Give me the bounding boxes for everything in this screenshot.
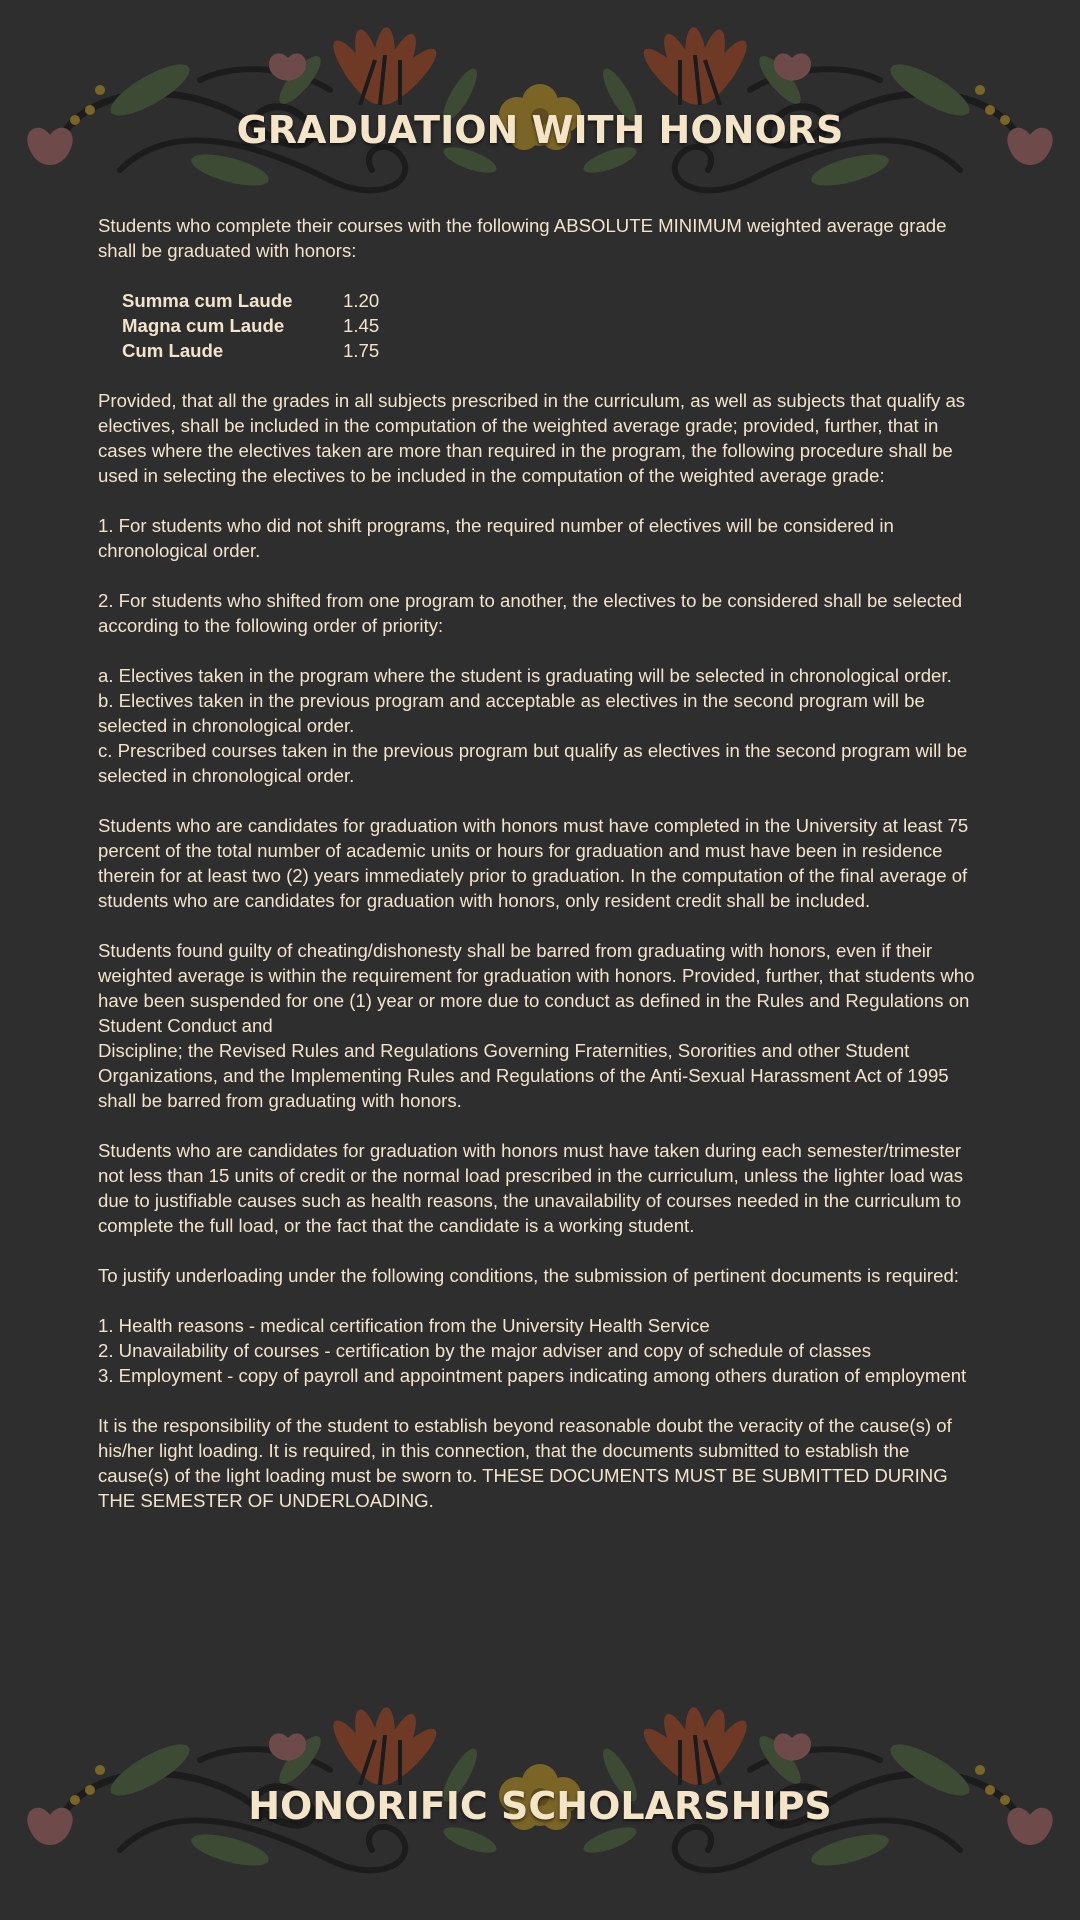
sub-rule-c: c. Prescribed courses taken in the previous program but qualify as electives in the second program will be selected in chronological order.: [98, 740, 968, 786]
cheating-paragraph: Students found guilty of cheating/dishonesty shall be barred from graduating with honors, even if their weighted average is within the requirement for graduation with honors. Provided, further, that students who have been suspended for one (1) year or more due to conduct as defined in the Rules and Regulations on Student Conduct and: [98, 940, 975, 1036]
sub-rule-a: a. Electives taken in the program where the student is graduating will be selected in chronological order.: [98, 665, 952, 686]
load-paragraph: Students who are candidates for graduation with honors must have taken during each semester/trimester not less than 15 units of credit or the normal load prescribed in the curriculum, unless the lighter load was due to justifiable causes such as health reasons, the unavailability of courses needed in the curriculum to complete the full load, or the fact that the candidate is a working student.: [98, 1140, 964, 1236]
residence-paragraph: Students who are candidates for graduation with honors must have completed in the University at least 75 percent of the total number of academic units or hours for graduation and must have been in residence therein for at least two (2) years immediately prior to graduation. In the computation of the final average of students who are candidates for graduation with honors, only resident credit shall be included.: [98, 815, 969, 911]
document-body: [98, 213, 978, 1538]
honor-grade: 1.45: [343, 315, 380, 336]
sub-rule-b: b. Electives taken in the previous program and acceptable as electives in the second program will be selected in chronological order.: [98, 690, 925, 736]
cheating-paragraph-continued: Discipline; the Revised Rules and Regulations Governing Fraternities, Sororities and other Student Organizations, and the Implementing Rules and Regulations of the Anti-Sexual Harassment Act of 1995 shall be barred from graduating with honors.: [98, 1040, 949, 1111]
header-banner: [0, 20, 1080, 220]
intro-paragraph: Students who complete their courses with the following ABSOLUTE MINIMUM weighted average grade shall be graduated with honors:: [98, 215, 947, 261]
honors-row: [122, 288, 379, 313]
footer-banner: [0, 1700, 1080, 1900]
honor-name: Magna cum Laude: [122, 315, 285, 336]
honors-row: [122, 338, 379, 363]
rule-2: 2. For students who shifted from one program to another, the electives to be considered shall be selected according to the following order of priority:: [98, 590, 963, 636]
section-title: HONORIFIC SCHOLARSHIPS: [248, 1784, 832, 1828]
provided-paragraph: Provided, that all the grades in all subjects prescribed in the curriculum, as well as subjects that qualify as electives, shall be included in the computation of the weighted average grade; provided, further, that in cases where the electives taken are more than required in the program, the following procedure shall be used in selecting the electives to be included in the computation of the weighted average grade:: [98, 390, 966, 486]
honors-table: [122, 288, 379, 363]
honor-name: Summa cum Laude: [122, 290, 293, 311]
honors-row: [122, 313, 379, 338]
rule-1: 1. For students who did not shift programs, the required number of electives will be considered in chronological order.: [98, 515, 894, 561]
justify-paragraph: To justify underloading under the following conditions, the submission of pertinent documents is required:: [98, 1265, 959, 1286]
document-item-2: 2. Unavailability of courses - certification by the major adviser and copy of schedule of classes: [98, 1340, 872, 1361]
honor-grade: 1.75: [343, 340, 380, 361]
responsibility-paragraph: It is the responsibility of the student to establish beyond reasonable doubt the veracity of the cause(s) of his/her light loading. It is required, in this connection, that the documents submitted to establish the cause(s) of the light loading must be sworn to. THESE DOCUMENTS MUST BE SUBMITTED DURING THE SEMESTER OF UNDERLOADING.: [98, 1415, 952, 1511]
honor-name: Cum Laude: [122, 340, 224, 361]
document-item-1: 1. Health reasons - medical certification from the University Health Service: [98, 1315, 710, 1336]
page-title: GRADUATION WITH HONORS: [236, 108, 844, 152]
document-item-3: 3. Employment - copy of payroll and appointment papers indicating among others duration of employment: [98, 1365, 967, 1386]
honor-grade: 1.20: [343, 290, 380, 311]
